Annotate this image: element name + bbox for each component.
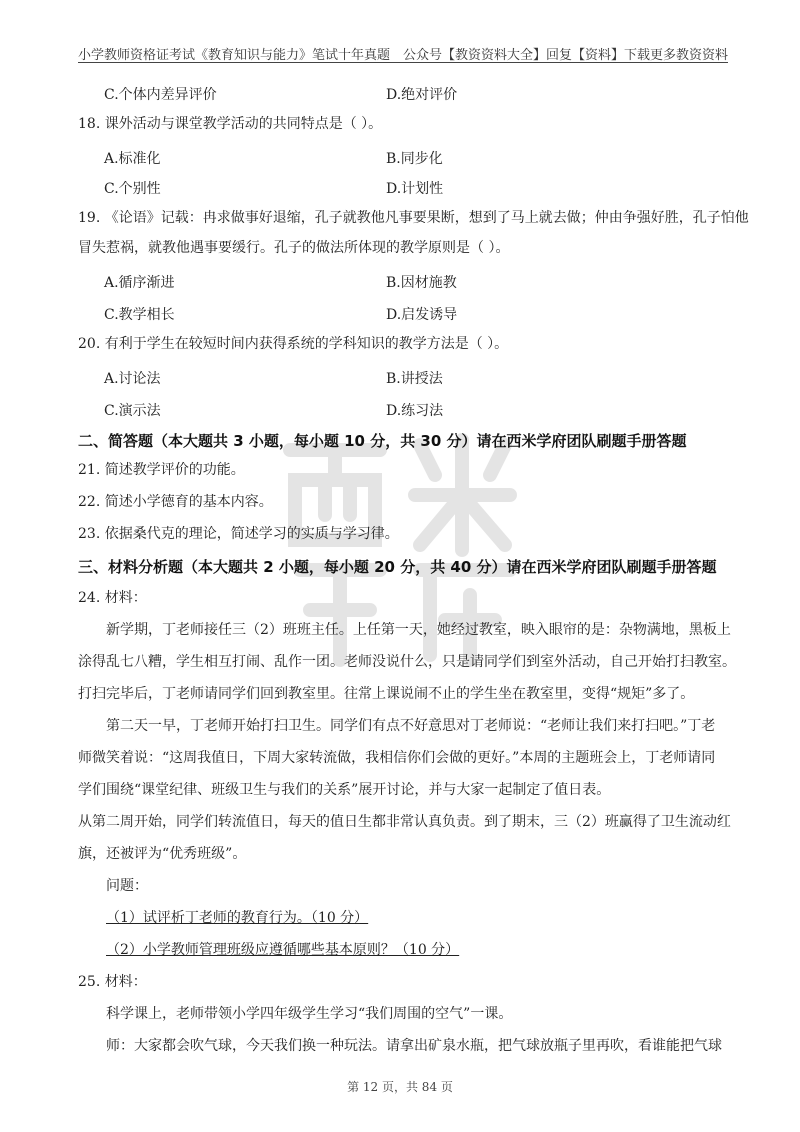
page-footer: 第 12 页，共 84 页: [347, 1080, 453, 1094]
q19-stem-line2: 冒失惹祸，就教他遇事要缓行。孔子的做法所体现的教学原则是（ ）。: [78, 240, 510, 256]
q25-paragraph-line: 科学课上，老师带领小学四年级学生学习“我们周围的空气”一课。: [106, 1006, 513, 1022]
q18-option-c: C.个别性: [104, 181, 161, 197]
q17-option-d: D.绝对评价: [386, 87, 458, 103]
page-header: [78, 40, 728, 63]
section-short-answer-title: 二、简答题（本大题共 3 小题，每小题 10 分，共 30 分）请在西米学府团队刷题手册答题: [78, 432, 687, 450]
q18-option-b: B.同步化: [386, 151, 443, 167]
q24-paragraph-line: 旗，还被评为“优秀班级”。: [78, 846, 247, 862]
q20-option-c: C.演示法: [104, 403, 161, 419]
q24-sub-question-2: （2）小学教师管理班级应遵循哪些基本原则？（10 分）: [106, 942, 460, 958]
q24-paragraph-line: 学们围绕“课堂纪律、班级卫生与我们的关系”展开讨论，并与大家一起制定了值日表。: [78, 782, 611, 798]
q21-stem: 21. 简述教学评价的功能。: [78, 462, 245, 478]
q23-stem: 23. 依据桑代克的理论，简述学习的实质与学习律。: [78, 526, 399, 542]
q22-stem: 22. 简述小学德育的基本内容。: [78, 494, 273, 510]
q19-stem-line1: 19. 《论语》记载：冉求做事好退缩，孔子就教他凡事要果断，想到了马上就去做；仲由争强好胜，孔子怕他: [78, 210, 749, 226]
q24-paragraph-line: 涂得乱七八糟，学生相互打闹、乱作一团。老师没说什么，只是请同学们到室外活动，自己开始打扫教室。: [78, 654, 736, 670]
q19-option-a: A.循序渐进: [104, 275, 175, 291]
q25-label: 25. 材料：: [78, 974, 147, 990]
q24-paragraph-line: 从第二周开始，同学们转流值日，每天的值日生都非常认真负责。到了期末，三（2）班赢得了卫生流动红: [78, 814, 731, 830]
watermark-logo: [270, 420, 530, 680]
q18-stem: 18. 课外活动与课堂教学活动的共同特点是（ ）。: [78, 116, 383, 132]
q24-paragraph-line: 第二天一早，丁老师开始打扫卫生。同学们有点不好意思对丁老师说：“老师让我们来打扫吧。”丁老: [106, 718, 716, 734]
q19-option-c: C.教学相长: [104, 307, 175, 323]
q24-sub-question-1: （1）试评析丁老师的教育行为。（10 分）: [106, 910, 369, 926]
q17-option-c: C.个体内差异评价: [104, 87, 217, 103]
q24-paragraph-line: 师微笑着说：“这周我值日，下周大家转流做，我相信你们会做的更好。”本周的主题班会上，丁老师请同: [78, 750, 716, 766]
q18-option-a: A.标准化: [104, 151, 161, 167]
q19-option-d: D.启发诱导: [386, 307, 458, 323]
q25-paragraph-line: 师：大家都会吹气球，今天我们换一种玩法。请拿出矿泉水瓶，把气球放瓶子里再吹，看谁能把气球: [106, 1038, 722, 1054]
q24-question-label: 问题：: [106, 878, 148, 894]
header-right-text: 公众号【教资资料大全】回复【资料】下载更多教资资料: [402, 48, 728, 63]
q18-option-d: D.计划性: [386, 181, 444, 197]
q20-option-d: D.练习法: [386, 403, 444, 419]
q20-option-b: B.讲授法: [386, 371, 443, 387]
q20-option-a: A.讨论法: [104, 371, 161, 387]
section-material-analysis-title: 三、材料分析题（本大题共 2 小题，每小题 20 分，共 40 分）请在西米学府团队刷题手册答题: [78, 558, 717, 576]
q24-paragraph-line: 打扫完毕后，丁老师请同学们回到教室里。往常上课说闹不止的学生坐在教室里，变得“规矩”多了。: [78, 686, 695, 702]
q19-option-b: B.因材施教: [386, 275, 457, 291]
header-left-text: 小学教师资格证考试《教育知识与能力》笔试十年真题: [78, 48, 391, 63]
q24-label: 24. 材料：: [78, 590, 147, 606]
q20-stem: 20. 有利于学生在较短时间内获得系统的学科知识的教学方法是（ ）。: [78, 336, 509, 352]
q24-paragraph-line: 新学期，丁老师接任三（2）班班主任。上任第一天，她经过教室，映入眼帘的是：杂物满地，黑板上: [106, 622, 731, 638]
